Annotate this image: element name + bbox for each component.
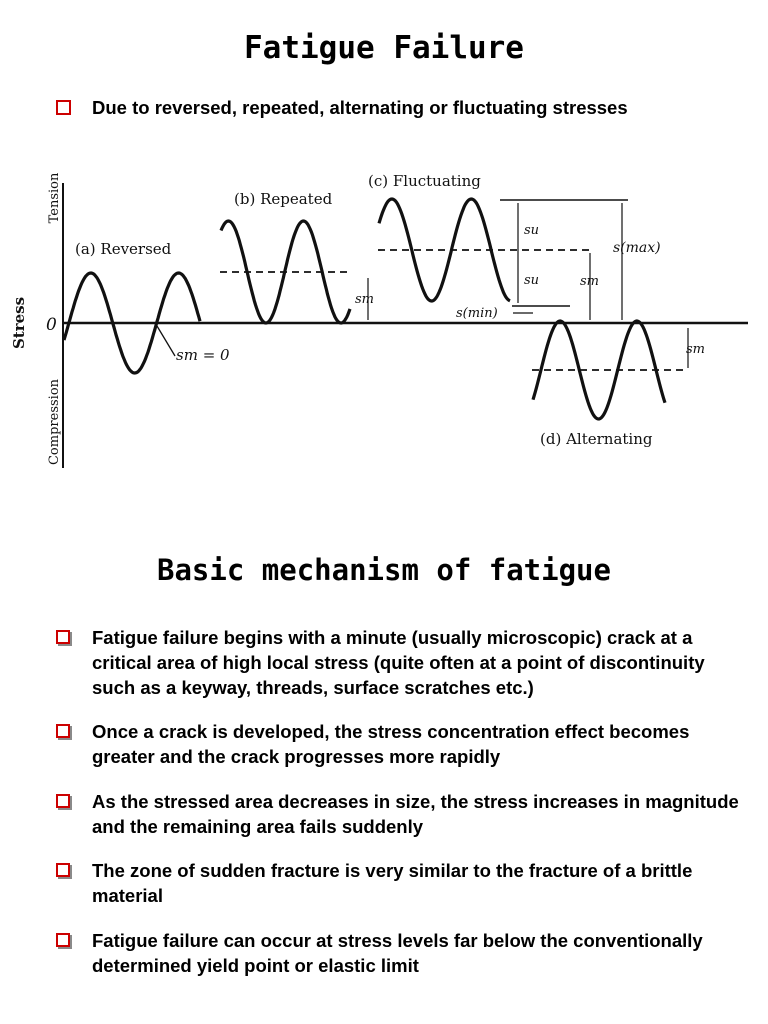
list-item-text: Fatigue failure can occur at stress levels far below the conventionally determined yield point or elastic limit: [92, 930, 703, 976]
list-item-text: Fatigue failure begins with a minute (usually microscopic) crack at a critical area of high local stress (quite often at a point of discontinuity such as a keyway, threads, surface scratches etc.): [92, 627, 705, 698]
stress-axis-label: Stress: [10, 296, 28, 350]
list-item-text: Once a crack is developed, the stress concentration effect becomes greater and the crack progresses more rapidly: [92, 721, 690, 767]
tension-label: Tension: [47, 172, 62, 224]
alternating-sm-label: sm: [686, 342, 705, 357]
fluctuating-label: (c) Fluctuating: [368, 172, 481, 190]
alternating-label: (d) Alternating: [540, 430, 653, 448]
su-lower-label: su: [524, 273, 540, 288]
stress-cycle-diagram: [0, 148, 768, 493]
bullet-box-icon: [56, 863, 70, 877]
sm-fluct-label: sm: [580, 274, 599, 289]
bullet-box-icon: [56, 933, 70, 947]
list-item: [56, 625, 746, 700]
list-item: [56, 719, 746, 769]
repeated-sm-label: sm: [355, 292, 374, 307]
origin-label: 0: [46, 315, 57, 335]
reversed-label: (a) Reversed: [75, 240, 172, 258]
sm-zero-label: sm = 0: [176, 346, 230, 364]
smin-label: s(min): [456, 306, 498, 321]
page-title: Fatigue Failure: [244, 30, 524, 66]
intro-bullet: [56, 95, 746, 120]
section-title: Basic mechanism of fatigue: [157, 553, 611, 587]
bullet-box-icon: [56, 724, 70, 738]
smax-label: s(max): [613, 240, 661, 256]
compression-label: Compression: [47, 378, 62, 466]
list-item-text: The zone of sudden fracture is very similar to the fracture of a brittle material: [92, 860, 693, 906]
intro-bullet-text: Due to reversed, repeated, alternating or fluctuating stresses: [92, 97, 628, 118]
su-upper-label: su: [524, 223, 540, 238]
list-item: [56, 858, 746, 908]
list-item: [56, 928, 746, 978]
list-item: [56, 789, 746, 839]
bullet-box-icon: [56, 630, 70, 644]
list-item-text: As the stressed area decreases in size, the stress increases in magnitude and the remaining area fails suddenly: [92, 791, 739, 837]
bullet-box-icon: [56, 794, 70, 808]
repeated-label: (b) Repeated: [234, 190, 333, 208]
bullet-box-icon: [56, 100, 71, 115]
sm-zero-leader: [157, 326, 175, 356]
